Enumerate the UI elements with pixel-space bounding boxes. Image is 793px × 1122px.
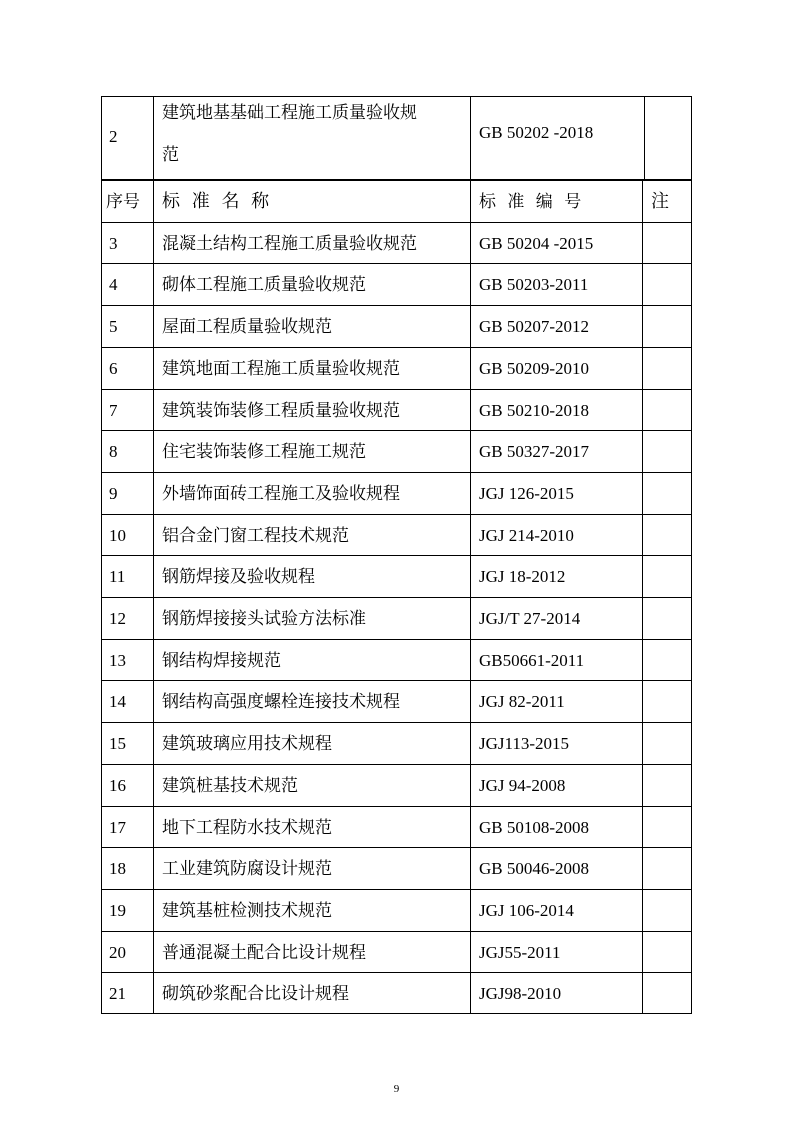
row-no-cell [102, 765, 154, 806]
row-title-cell [154, 473, 471, 514]
row-standard-cell [471, 640, 643, 681]
row-title: 屋面工程质量验收规范 [162, 317, 332, 337]
row-no-cell [102, 598, 154, 639]
row-title: 钢结构高强度螺栓连接技术规程 [162, 692, 400, 712]
row-no-cell [102, 640, 154, 681]
row-standard: GB50661-2011 [479, 651, 585, 670]
row-no-cell [102, 223, 154, 264]
row-standard-cell [471, 556, 643, 597]
row-title: 铝合金门窗工程技术规范 [162, 526, 349, 546]
row-no-cell [102, 306, 154, 347]
top-cell-standard [471, 97, 645, 179]
row-standard: JGJ 82-2011 [479, 692, 565, 711]
row-title-cell [154, 390, 471, 431]
table-row [102, 472, 691, 514]
table-row [102, 222, 691, 264]
table-row [102, 514, 691, 556]
row-no: 19 [109, 901, 126, 920]
row-title: 建筑玻璃应用技术规程 [162, 734, 332, 754]
row-standard: GB 50204 -2015 [479, 234, 594, 253]
row-remark-cell [643, 348, 691, 389]
row-title-cell [154, 515, 471, 556]
row-remark-cell [643, 306, 691, 347]
row-no-cell [102, 932, 154, 973]
row-no-cell [102, 390, 154, 431]
row-title: 外墙饰面砖工程施工及验收规程 [162, 484, 400, 504]
top-row-no: 2 [109, 127, 118, 146]
row-no: 3 [109, 234, 118, 253]
row-remark-cell [643, 848, 691, 889]
table-row [102, 722, 691, 764]
row-remark-cell [643, 807, 691, 848]
row-remark-cell [643, 390, 691, 431]
table-row [102, 305, 691, 347]
row-standard: JGJ 94-2008 [479, 776, 566, 795]
row-title: 建筑桩基技术规范 [162, 776, 298, 796]
table-row [102, 555, 691, 597]
row-standard: GB 50108-2008 [479, 818, 590, 837]
top-cell-no [102, 97, 154, 179]
row-no-cell [102, 473, 154, 514]
row-no: 5 [109, 317, 118, 336]
table-header-row [102, 180, 691, 222]
row-remark-cell [643, 223, 691, 264]
row-no: 17 [109, 818, 126, 837]
row-title: 住宅装饰装修工程施工规范 [162, 442, 366, 462]
row-no-cell [102, 348, 154, 389]
row-title: 钢筋焊接接头试验方法标准 [162, 609, 366, 629]
row-remark-cell [643, 723, 691, 764]
table-row [102, 889, 691, 931]
header-cell-remark [643, 181, 691, 222]
row-no-cell [102, 723, 154, 764]
row-no: 11 [109, 567, 126, 586]
row-title-cell [154, 431, 471, 472]
row-title-cell [154, 223, 471, 264]
row-standard-cell [471, 598, 643, 639]
row-standard-cell [471, 473, 643, 514]
row-no: 7 [109, 401, 118, 420]
table-row [102, 597, 691, 639]
row-no: 4 [109, 275, 118, 294]
row-standard-cell [471, 848, 643, 889]
row-title: 混凝土结构工程施工质量验收规范 [162, 234, 417, 254]
row-title-cell [154, 556, 471, 597]
row-no: 20 [109, 943, 126, 962]
row-title-cell [154, 598, 471, 639]
row-standard: GB 50046-2008 [479, 859, 590, 878]
row-no: 16 [109, 776, 126, 795]
row-title-cell [154, 890, 471, 931]
row-standard: JGJ55-2011 [479, 943, 561, 962]
header-standard: 标 准 编 号 [479, 192, 585, 212]
row-title: 普通混凝土配合比设计规程 [162, 943, 366, 963]
table-row [102, 847, 691, 889]
top-cell-remark [645, 97, 691, 179]
row-no: 15 [109, 734, 126, 753]
row-title-cell [154, 264, 471, 305]
row-remark-cell [643, 640, 691, 681]
row-no: 6 [109, 359, 118, 378]
row-title: 工业建筑防腐设计规范 [162, 859, 332, 879]
row-no: 9 [109, 484, 118, 503]
header-cell-title [154, 181, 471, 222]
table-row [102, 972, 691, 1014]
row-remark-cell [643, 681, 691, 722]
row-standard-cell [471, 807, 643, 848]
row-no: 14 [109, 692, 126, 711]
row-title-cell [154, 807, 471, 848]
row-title: 钢结构焊接规范 [162, 651, 281, 671]
row-title: 地下工程防水技术规范 [162, 818, 332, 838]
row-remark-cell [643, 515, 691, 556]
row-standard: GB 50207-2012 [479, 317, 590, 336]
row-title: 钢筋焊接及验收规程 [162, 567, 315, 587]
top-row-standard: GB 50202 -2018 [479, 123, 594, 142]
header-cell-no [102, 181, 154, 222]
row-no-cell [102, 431, 154, 472]
top-cell-title [154, 97, 471, 179]
table-row [102, 764, 691, 806]
row-no-cell [102, 264, 154, 305]
row-remark-cell [643, 431, 691, 472]
row-remark-cell [643, 598, 691, 639]
row-title: 建筑基桩检测技术规范 [162, 901, 332, 921]
row-no-cell [102, 890, 154, 931]
row-standard-cell [471, 973, 643, 1014]
row-title-cell [154, 723, 471, 764]
row-title-cell [154, 681, 471, 722]
row-standard-cell [471, 681, 643, 722]
row-remark-cell [643, 765, 691, 806]
row-standard-cell [471, 390, 643, 431]
table-row [102, 806, 691, 848]
standards-table [101, 180, 692, 1014]
row-standard-cell [471, 932, 643, 973]
row-no: 13 [109, 651, 126, 670]
row-title-cell [154, 306, 471, 347]
row-no: 10 [109, 526, 126, 545]
row-title: 砌筑砂浆配合比设计规程 [162, 984, 349, 1004]
header-cell-standard [471, 181, 643, 222]
row-title-cell [154, 640, 471, 681]
table-row [102, 639, 691, 681]
row-no-cell [102, 681, 154, 722]
row-standard: JGJ 214-2010 [479, 526, 574, 545]
row-standard-cell [471, 223, 643, 264]
header-no: 序号 [106, 192, 140, 212]
row-no-cell [102, 807, 154, 848]
row-remark-cell [643, 932, 691, 973]
row-no: 21 [109, 984, 126, 1003]
row-remark-cell [643, 556, 691, 597]
table-row [102, 347, 691, 389]
row-standard: GB 50203-2011 [479, 275, 589, 294]
table-row [102, 389, 691, 431]
row-standard: JGJ/T 27-2014 [479, 609, 581, 628]
row-no: 8 [109, 442, 118, 461]
row-title: 建筑地面工程施工质量验收规范 [162, 359, 400, 379]
row-no-cell [102, 973, 154, 1014]
top-row-title-line1: 建筑地基基础工程施工质量验收规 [162, 103, 417, 123]
row-standard-cell [471, 765, 643, 806]
row-standard-cell [471, 515, 643, 556]
row-remark-cell [643, 264, 691, 305]
header-title: 标 准 名 称 [162, 191, 273, 212]
row-standard-cell [471, 264, 643, 305]
row-no: 12 [109, 609, 126, 628]
row-title-cell [154, 932, 471, 973]
row-title-cell [154, 765, 471, 806]
table-row [102, 931, 691, 973]
top-row-title-line2: 范 [162, 145, 179, 165]
table-row [102, 263, 691, 305]
row-title: 建筑装饰装修工程质量验收规范 [162, 401, 400, 421]
table-row [102, 430, 691, 472]
row-no: 18 [109, 859, 126, 878]
row-no-cell [102, 556, 154, 597]
row-standard: JGJ113-2015 [479, 734, 570, 753]
row-title-cell [154, 973, 471, 1014]
row-standard: GB 50210-2018 [479, 401, 590, 420]
row-no-cell [102, 848, 154, 889]
row-standard: JGJ 18-2012 [479, 567, 566, 586]
table-row [102, 680, 691, 722]
page-number: 9 [393, 1083, 400, 1095]
top-table [101, 96, 692, 180]
row-title-cell [154, 848, 471, 889]
row-standard-cell [471, 723, 643, 764]
row-remark-cell [643, 973, 691, 1014]
row-standard: GB 50209-2010 [479, 359, 590, 378]
row-standard: JGJ 126-2015 [479, 484, 574, 503]
row-title-cell [154, 348, 471, 389]
row-standard: JGJ98-2010 [479, 984, 562, 1003]
row-standard: JGJ 106-2014 [479, 901, 574, 920]
row-no-cell [102, 515, 154, 556]
row-title: 砌体工程施工质量验收规范 [162, 275, 366, 295]
row-remark-cell [643, 890, 691, 931]
row-remark-cell [643, 473, 691, 514]
row-standard-cell [471, 306, 643, 347]
row-standard-cell [471, 348, 643, 389]
row-standard: GB 50327-2017 [479, 442, 590, 461]
header-remark: 注 [651, 191, 669, 212]
row-standard-cell [471, 890, 643, 931]
row-standard-cell [471, 431, 643, 472]
